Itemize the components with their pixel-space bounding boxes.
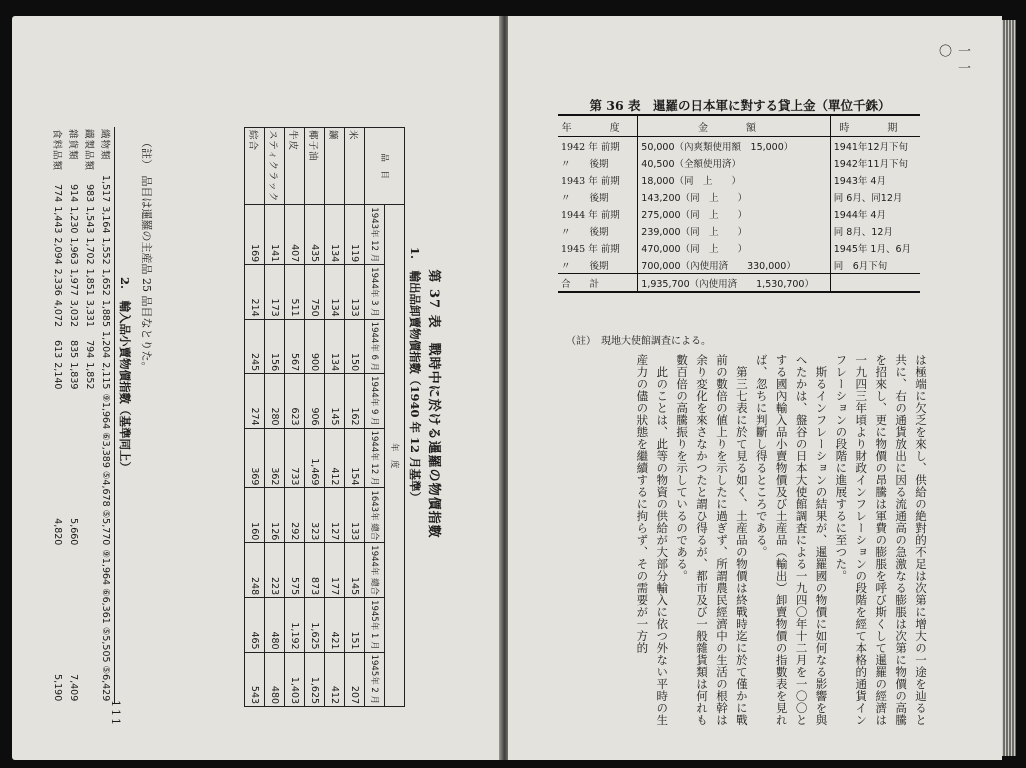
cell-value: 1,204 — [98, 329, 115, 360]
cell-value: 1,885 — [98, 298, 115, 329]
table-row — [558, 137, 920, 155]
cell-value: 480 — [265, 652, 285, 706]
col-time-header: 時 期 — [830, 115, 920, 137]
table-row — [558, 188, 920, 205]
cell-value: 983 — [84, 184, 96, 203]
year-cell: 1942 年 前期 — [561, 141, 620, 153]
cell-value: ⑨1,964 ⑥3,389 ⑤4,678 ⑤5,770 — [98, 391, 115, 547]
table-row — [325, 128, 345, 707]
time-cell — [830, 274, 920, 293]
amount-cell: 700,000（內使用済 330,000） — [638, 256, 830, 274]
cell-value: 465 — [245, 598, 265, 652]
cell-value: 750 — [305, 265, 325, 319]
row-label: 椰子油 — [305, 128, 325, 205]
year-cell: 1944 年 前期 — [561, 209, 620, 221]
cell-value: 1,963 — [68, 237, 80, 265]
cell-value: 1,192 — [285, 598, 305, 652]
col-group-header: 年 度 — [385, 205, 405, 707]
table37-note: （註） 品目は暹羅の主産品 25 品目なとりた。 — [140, 137, 153, 373]
year-cell: 〃 後期 — [561, 260, 609, 272]
table37-import-table — [50, 127, 115, 703]
amount-cell: 18,000（同 上 ） — [638, 171, 830, 188]
table-row — [82, 127, 98, 703]
cell-value: 733 — [285, 428, 305, 488]
year-cell: 合 計 — [558, 274, 638, 293]
year-cell: 1943 年 前期 — [561, 175, 620, 187]
cell-value: 292 — [285, 488, 305, 543]
cell-value: 1,517 — [98, 173, 115, 204]
cell-value: 362 — [265, 428, 285, 488]
cell-value: 407 — [285, 205, 305, 265]
amount-cell: 239,000（同 上 ） — [638, 222, 830, 239]
cell-value: 160 — [245, 488, 265, 543]
cell-value: 177 — [325, 543, 345, 598]
row-label: 雜貨類 — [67, 129, 78, 161]
cell-value: 7,409 — [68, 674, 80, 702]
cell-value: ⑨1,964 ⑥6,361 ⑤5,505 ⑤6,429 — [98, 547, 115, 703]
table-row — [558, 222, 920, 239]
time-cell: 1941年12月下旬 — [830, 137, 920, 155]
cell-value: 835 — [68, 340, 80, 359]
cell-value: 1,552 — [98, 235, 115, 266]
table-row — [245, 128, 265, 707]
paragraph: は極端に欠乏を來し、供給の絶對的不足は次第に增大の一途を辿ると共に、右の通貨放出に因る流通高の急激なる膨脹は次第に物價の高騰を招來し、更に物價の昂騰は軍費の膨脹を呼び斯くして暹羅の經濟は一九四三年頃より財政インフレーションの段階を經て本格的通貨インフレーションの段階に進展するに至つた。 — [834, 354, 928, 726]
cell-value: 1,625 — [305, 598, 325, 652]
table-row — [50, 127, 66, 703]
year-cell: 〃 後期 — [561, 226, 609, 238]
cell-value: 774 — [52, 184, 64, 203]
table37-subtitle-export: 1. 輸出品卸賣物價指數（1940 年 12 月基準） — [408, 247, 422, 504]
year-cell: 〃 後期 — [561, 192, 609, 204]
cell-value: 906 — [305, 374, 325, 428]
cell-value: 480 — [265, 598, 285, 652]
cell-value: 145 — [325, 374, 345, 428]
rotated-table-block — [51, 127, 445, 705]
cell-value: 126 — [265, 488, 285, 543]
cell-value: 223 — [265, 543, 285, 598]
col-header: 1944年 6 月 — [365, 319, 385, 373]
cell-value: 133 — [345, 488, 365, 543]
table-row — [558, 256, 920, 274]
cell-value: 133 — [345, 265, 365, 319]
row-label: 鑛 — [325, 128, 345, 205]
table36-title: 第 36 表 暹羅の日本軍に對する貸上金（單位千銖） — [589, 98, 891, 113]
cell-value: 156 — [265, 319, 285, 373]
table-row — [66, 127, 82, 703]
table-row — [265, 128, 285, 707]
col-header: 1944年 總合 — [365, 543, 385, 598]
amount-cell: 40,500（全額使用済） — [638, 154, 830, 171]
time-cell: 1944年 4月 — [830, 205, 920, 222]
cell-value: 1,625 — [305, 652, 325, 706]
body-text — [572, 354, 930, 736]
cell-value: 5,190 — [52, 674, 64, 702]
cell-value: 511 — [285, 265, 305, 319]
cell-value: 412 — [325, 652, 345, 706]
row-label: 米 — [345, 128, 365, 205]
left-page — [12, 16, 501, 760]
cell-value: 323 — [305, 488, 325, 543]
table-row — [558, 239, 920, 256]
col-header: 1944年 12 月 — [365, 428, 385, 488]
cell-value: 3,331 — [84, 299, 96, 328]
paragraph: 此のことは、此等の物資の供給が大部分輸入に依つ外ない平時の生産力の儘の狀態を繼續するに拘らず、その需要が一方的 — [635, 354, 670, 726]
right-page — [508, 16, 1002, 760]
amount-cell: 50,000（內爽類使用額 15,000） — [638, 137, 830, 155]
time-cell: 1942年11月下旬 — [830, 154, 920, 171]
cell-value: 623 — [285, 374, 305, 428]
cell-value: 119 — [345, 205, 365, 265]
table37-subtitle-import: 2. 輸入品小賣物價指數（基準同上） — [118, 277, 132, 474]
row-label: 織物類 — [98, 127, 115, 173]
cell-value: 873 — [305, 543, 325, 598]
cell-value: 2,115 — [98, 360, 115, 391]
cell-value: 1,652 — [98, 267, 115, 298]
cell-value: 134 — [325, 319, 345, 373]
cell-value: 4,072 — [52, 299, 64, 328]
table-row — [98, 127, 115, 703]
cell-value: 134 — [325, 265, 345, 319]
cell-value: 173 — [265, 265, 285, 319]
cell-value: 169 — [245, 205, 265, 265]
table36-loans-table — [558, 114, 920, 293]
cell-value: 162 — [345, 374, 365, 428]
cell-value: 613 — [52, 340, 64, 359]
amount-cell: 1,935,700（內使用済 1,530,700） — [638, 274, 830, 293]
year-cell: 1945 年 前期 — [561, 243, 620, 255]
cell-value: 1,851 — [84, 268, 96, 296]
cell-value: 900 — [305, 319, 325, 373]
cell-value: 1,230 — [68, 206, 80, 234]
cell-value: 435 — [305, 205, 325, 265]
cell-value: 794 — [84, 340, 96, 359]
time-cell: 同 6月、同12月 — [830, 188, 920, 205]
row-label: 綜合 — [245, 128, 265, 205]
col-header: 1945年 1 月 — [365, 598, 385, 652]
cell-value: 543 — [245, 652, 265, 706]
cell-value: 134 — [325, 205, 345, 265]
cell-value: 248 — [245, 543, 265, 598]
time-cell: 1945年 1月、6月 — [830, 239, 920, 256]
col-header: 1944年 9 月 — [365, 374, 385, 428]
table36-note: （註） 現地大使館調査による。 — [566, 336, 711, 347]
cell-value: 1,852 — [84, 362, 96, 390]
amount-cell: 143,200（同 上 ） — [638, 188, 830, 205]
row-label: 食料品類 — [51, 129, 62, 172]
cell-value: 145 — [345, 543, 365, 598]
cell-value: 1,702 — [84, 237, 96, 265]
amount-cell: 275,000（同 上 ） — [638, 205, 830, 222]
cell-value: 245 — [245, 319, 265, 373]
row-label: スティクラック — [265, 128, 285, 205]
table-row — [305, 128, 325, 707]
left-page-number: 111 — [109, 700, 122, 727]
cell-value: 2,336 — [52, 268, 64, 296]
cell-value: 154 — [345, 428, 365, 488]
cell-value: 280 — [265, 374, 285, 428]
table37-title: 第 37 表 戰時中に於ける暹羅の物價指數 — [426, 269, 441, 539]
time-cell: 同 8月、12月 — [830, 222, 920, 239]
cell-value: 567 — [285, 319, 305, 373]
cell-value: 412 — [325, 428, 345, 488]
cell-value: 914 — [68, 184, 80, 203]
col-year-header: 年 度 — [558, 115, 638, 137]
amount-cell: 470,000（同 上 ） — [638, 239, 830, 256]
table37-export-table — [244, 127, 405, 707]
table-row — [558, 154, 920, 171]
table-row — [285, 128, 305, 707]
table-total-row — [558, 274, 920, 293]
cell-value: 214 — [245, 265, 265, 319]
page-edges — [1002, 20, 1016, 756]
cell-value: 575 — [285, 543, 305, 598]
col-header: 1945年 2 月 — [365, 652, 385, 706]
cell-value: 1,403 — [285, 652, 305, 706]
cell-value: 1,543 — [84, 206, 96, 234]
col-item-header: 品 目 — [365, 128, 405, 205]
col-header: 1944年 3 月 — [365, 265, 385, 319]
right-page-number: 一一〇 — [936, 44, 970, 78]
table-row — [558, 171, 920, 188]
col-header: 1943年 12 月 — [365, 205, 385, 265]
cell-value: 1,443 — [52, 206, 64, 234]
paragraph: 第三七表に於て見る如く、土産品の物價は終戰時迄に於て僅かに戰前の數倍の値上りを示したに過ぎず、所謂農民經濟中の生活の根幹は余り変化を來さなかつたと謂ひ得るが、都市及び一般雜貨類は何れも數百倍の高騰振りを示しているのである。 — [675, 354, 749, 726]
cell-value: 2,140 — [52, 362, 64, 390]
cell-value: 207 — [345, 652, 365, 706]
col-header: 1643年 總合 — [365, 488, 385, 543]
cell-value — [82, 391, 98, 547]
cell-value: 127 — [325, 488, 345, 543]
cell-value: 3,032 — [68, 299, 80, 328]
cell-value: 150 — [345, 319, 365, 373]
row-label: 鐵製品類 — [83, 129, 94, 172]
table-row — [558, 205, 920, 222]
cell-value: 421 — [325, 598, 345, 652]
col-amount-header: 金 額 — [638, 115, 830, 137]
row-label: 牛皮 — [285, 128, 305, 205]
cell-value: 1,977 — [68, 268, 80, 296]
time-cell: 同 6月下旬 — [830, 256, 920, 274]
cell-value: 274 — [245, 374, 265, 428]
cell-value: 4,820 — [52, 518, 64, 546]
table-row — [345, 128, 365, 707]
cell-value: 1,839 — [68, 362, 80, 390]
paragraph: 斯るインフレーションの結果が、暹羅國の物價に如何なる影響を與へたかは、盤谷の日本大使館調査による一九四〇年十二月を一〇〇とする國內輸入品小賣物價及び土産品（輸出）卸賣物價の指數表を見れば、忽ちに判斷し得るところである。 — [754, 354, 829, 726]
cell-value: 5,660 — [68, 518, 80, 546]
cell-value: 1,469 — [305, 428, 325, 488]
cell-value: 141 — [265, 205, 285, 265]
cell-value: 151 — [345, 598, 365, 652]
year-cell: 〃 後期 — [561, 158, 609, 170]
cell-value: 2,094 — [52, 237, 64, 265]
time-cell: 1943年 4月 — [830, 171, 920, 188]
cell-value: 369 — [245, 428, 265, 488]
cell-value: 3,164 — [98, 204, 115, 235]
